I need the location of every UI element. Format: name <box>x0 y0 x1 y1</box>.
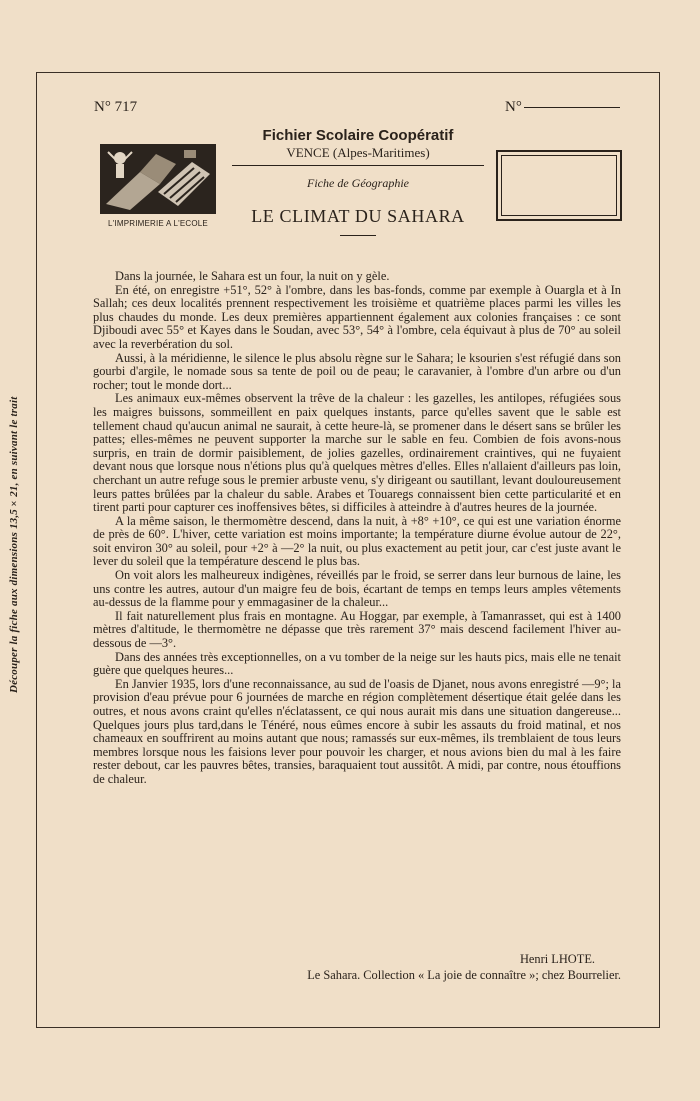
title-underline <box>340 235 376 236</box>
article-body <box>93 270 621 787</box>
printing-press-logo-image <box>100 144 216 214</box>
page-title: LE CLIMAT DU SAHARA <box>251 206 465 226</box>
signature-block <box>93 951 621 983</box>
paragraph: A la même saison, le thermomètre descend, dans la nuit, à +8° +10°, ce qui est une variation énorme de près de 60°. L'hiver, cette variation est moins importante; la température diurne évolue autour de 22°, soit environ 30° au soleil, pour +2° à —2° la nuit, ou plus exactement au petit jour, car c'est juste avant le lever du soleil que la température descend le plus bas. <box>93 513 621 569</box>
header-divider <box>232 165 484 166</box>
paragraph: Les animaux eux-mêmes observent la trêve de la chaleur : les gazelles, les antilopes, réfugiées sous les maigres buissons, sommeillent en paix quelques instants, parce qu'elles savent que le sable est tellement chaud qu'aucun animal ne saurait, à cette heure-là, se promener dans le désert sans se brûler les pattes; elles-mêmes ne peuvent supporter la marche sur le sable en feu. Combien de fois avons-nous surpris, en train de dormir paisiblement, de jolies gazelles, ordinairement craintives, qui ne fuyaient devant nous que lorsque nous n'étions plus qu'à quelques mètres d'elles. Elles n'allaient d'ailleurs pas loin, cherchant un autre refuge sous le premier arbuste venu, s'y dirigeant ou sautillant, levant douloureusement leurs pattes brûlées par la chaleur du sable. Arabes et Touaregs connaissent bien cette particularité et en tirent parti pour capturer ces inoffensives bêtes, si difficiles à atteindre à d'autres heures de la journée. <box>93 391 621 515</box>
stamp-box-inner <box>501 155 617 216</box>
paragraph: Il fait naturellement plus frais en montagne. Au Hoggar, par exemple, à Tamanrasset, qui est à 1400 mètres d'altitude, le thermomètre ne dépasse que très rarement 37° mais descend facilement l'hiver au-dessous de —3°. <box>93 608 621 651</box>
paragraph: Aussi, à la méridienne, le silence le plus absolu règne sur le Sahara; le ksourien s'est réfugié dans son gourbi d'argile, le nomade sous sa tente de poil ou de peau; le caravanier, à l'ombre d'un arbre ou d'un rocher; tout le monde dort... <box>93 350 621 392</box>
logo-caption: L'IMPRIMERIE A L'ECOLE <box>108 219 208 228</box>
publisher-location: VENCE (Alpes-Maritimes) <box>286 145 430 160</box>
stamp-box <box>496 150 622 221</box>
card-subject: Fiche de Géographie <box>307 176 409 190</box>
fiche-number: N° 717 <box>94 99 138 115</box>
paragraph: En Janvier 1935, lors d'une reconnaissance, au sud de l'oasis de Djanet, nous avons enregistré —9°; la provision d'eau prévue pour 6 journées de marche en région complètement désertique était gelée dans les outres, et nous avons craint qu'elles n'éclatassent, ce qui nous aurait mis dans une situation dangereuse... Quelques jours plus tard,dans le Ténéré, nous eûmes encore à subir les assauts du froid matinal, et nos chameaux en souffrirent au moins autant que nous; ramassés sur eux-mêmes, ils tremblaient de tous leurs membres lorsque nous les faisions lever pour pouvoir les charger, et nous avions bien du mal à les faire rester debout, car les pauvres bêtes, transies, baraquaient tout aussitôt. A midi, par contre, nous étouffions de chaleur. <box>93 676 621 786</box>
card-header <box>232 127 484 236</box>
publisher-name: Fichier Scolaire Coopératif <box>262 127 454 144</box>
cutting-instruction: Découper la fiche aux dimensions 13,5×21, en suivant le trait <box>8 396 20 694</box>
fiche-number-blank <box>505 99 620 116</box>
logo-illustration-icon <box>100 144 216 214</box>
paragraph: Dans des années très exceptionnelles, on a vu tomber de la neige sur les hauts pics, mais elle ne tenait guère que quelques heures... <box>93 649 621 678</box>
fiche-number-blank-label: N° <box>505 99 522 115</box>
paragraph: On voit alors les malheureux indigènes, réveillés par le froid, se serrer dans leur burnous de laine, les uns contre les autres, autour d'un maigre feu de bois, écartant de temps en temps leurs amples vêtements au-dessus de la flamme pour y emmagasiner de la chaleur... <box>93 568 621 610</box>
paragraph: En été, on enregistre +51°, 52° à l'ombre, dans les bas-fonds, comme par exemple à Ouargla et à In Sallah; ces deux localités prennent respectivement les troisième et quatrième places parmi les villes les plus chaudes du monde. Les deux premières appartiennent également aux colonies françaises : ce sont Djiboudi avec 55° et Kayes dans le Soudan, avec 53°, 54° à l'ombre, cela équivaut à plus de 70° au soleil avec la reverbération du sol. <box>93 282 621 351</box>
paragraph: Dans la journée, le Sahara est un four, la nuit on y gèle. <box>115 269 390 283</box>
source-citation: Le Sahara. Collection « La joie de connaître »; chez Bourrelier. <box>307 968 621 982</box>
fill-in-line <box>524 107 620 108</box>
author-name: Henri LHOTE. <box>519 952 595 966</box>
